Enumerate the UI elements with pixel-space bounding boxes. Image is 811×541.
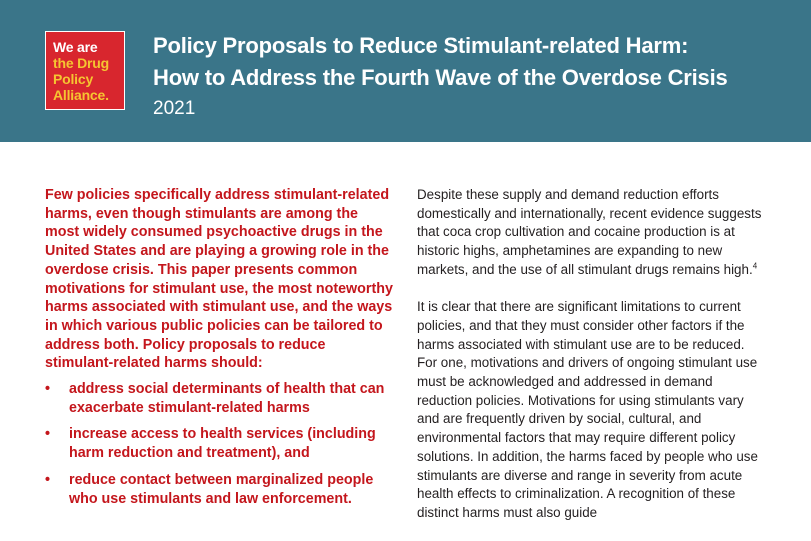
body-column <box>417 186 762 541</box>
bullet-icon: • <box>45 426 51 443</box>
body-paragraph <box>417 186 762 280</box>
logo-line: Alliance. <box>53 87 109 103</box>
bullet-icon: • <box>45 471 51 488</box>
list-item <box>45 380 395 417</box>
summary-column <box>45 186 395 516</box>
footnote-reference[interactable]: 4 <box>752 261 758 271</box>
policy-proposals-list <box>45 380 395 508</box>
logo-line: the Drug <box>53 55 109 71</box>
list-item-text: increase access to health services (including harm reduction and treatment), and <box>69 426 376 462</box>
body-paragraph: It is clear that there are significant limitations to current policies, and that they must consider other factors if the harms associated with stimulant use are to be reduced. For one, motivations and drivers of ongoing stimulant use must be acknowledged and addressed in demand reduction policies. Motivations for using stimulants vary and are frequently driven by social, cultural, and environmental factors that may require different policy solutions. In addition, the harms faced by people who use stimulants are diverse and range in severity from acute health effects to criminalization. A recognition of these distinct harms must also guide <box>417 299 758 520</box>
document-title-line-2: How to Address the Fourth Wave of the Overdose Crisis <box>153 65 728 90</box>
publication-year: 2021 <box>153 98 196 119</box>
drug-policy-alliance-logo[interactable] <box>45 31 125 110</box>
document-title-line-1: Policy Proposals to Reduce Stimulant-related Harm: <box>153 33 689 58</box>
summary-intro: Few policies specifically address stimulant-related harms, even though stimulants are among the most widely consumed psychoactive drugs in the United States and are playing a growing role in the overdose crisis. This paper presents common motivations for stimulant use, the most noteworthy harms associated with stimulant use, and the ways in which various public policies can be tailored to address both. Policy proposals to reduce stimulant-related harms should: <box>45 187 393 372</box>
logo-line: We are <box>53 39 98 55</box>
list-item <box>45 425 395 462</box>
list-item-text: reduce contact between marginalized people who use stimulants and law enforcement. <box>69 471 374 507</box>
header-banner <box>0 0 811 142</box>
list-item <box>45 471 395 508</box>
logo-line: Policy <box>53 71 94 87</box>
list-item-text: address social determinants of health that can exacerbate stimulant-related harms <box>69 381 385 416</box>
body-paragraph-text: Despite these supply and demand reduction efforts domestically and internationally, recent evidence suggests that coca crop cultivation and cocaine production is at historic highs, amphetamines are expanding to new markets, and the use of all stimulant drugs remains high. <box>417 187 762 277</box>
bullet-icon: • <box>45 381 51 398</box>
